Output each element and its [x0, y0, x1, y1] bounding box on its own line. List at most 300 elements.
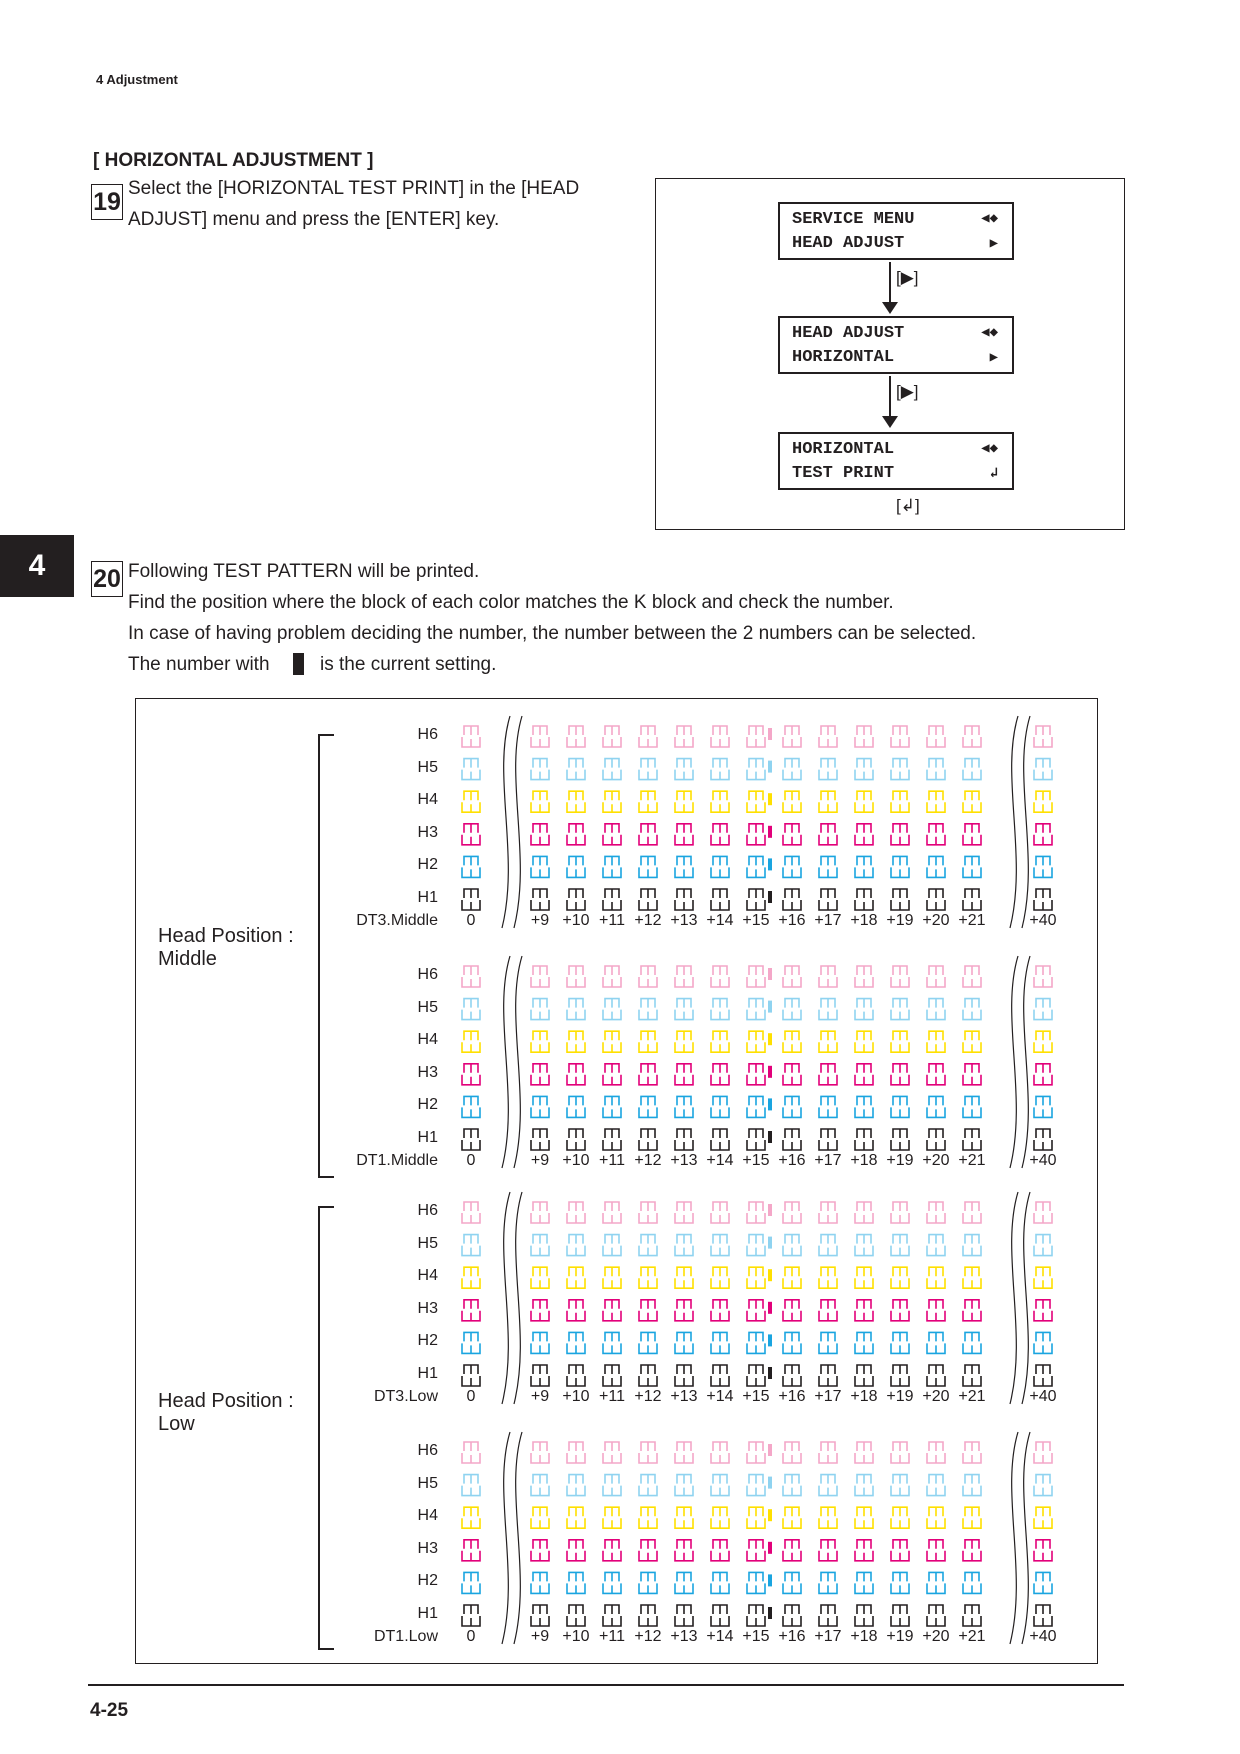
pattern-block — [675, 824, 693, 845]
pattern-block — [675, 1365, 693, 1386]
pattern-block — [927, 791, 945, 812]
break-line — [1010, 716, 1018, 928]
pattern-block — [462, 1605, 480, 1626]
pattern-block — [639, 1096, 657, 1117]
group-label: DT3.Low — [373, 1388, 438, 1405]
pattern-block — [963, 726, 981, 747]
pattern-block — [963, 1572, 981, 1593]
pattern-block — [603, 966, 621, 987]
pattern-block — [783, 824, 801, 845]
pattern-block — [603, 1064, 621, 1085]
pattern-block — [855, 1572, 873, 1593]
pattern-block — [462, 759, 480, 780]
pattern-block — [639, 759, 657, 780]
pattern-block — [783, 1572, 801, 1593]
pattern-block — [603, 1572, 621, 1593]
pattern-block — [891, 889, 909, 910]
pattern-block — [531, 1507, 549, 1528]
pattern-block — [927, 1202, 945, 1223]
pattern-block — [567, 726, 585, 747]
pattern-block — [567, 1031, 585, 1052]
current-setting-marker — [768, 1237, 772, 1249]
pattern-block — [711, 1572, 729, 1593]
pattern-block — [747, 1267, 765, 1288]
pattern-block — [711, 1202, 729, 1223]
pattern-block — [711, 759, 729, 780]
pattern-block — [639, 856, 657, 877]
pattern-block — [747, 966, 765, 987]
pattern-block — [711, 791, 729, 812]
head-row-label: H6 — [417, 726, 438, 743]
setting-number: +18 — [850, 1628, 878, 1645]
pattern-block — [675, 1300, 693, 1321]
key-label-right: [▶] — [896, 382, 919, 401]
pattern-block — [819, 791, 837, 812]
pattern-block — [819, 1129, 837, 1150]
pattern-block — [855, 791, 873, 812]
pattern-block — [567, 1300, 585, 1321]
pattern-block — [927, 889, 945, 910]
pattern-block — [1034, 791, 1052, 812]
pattern-block — [819, 856, 837, 877]
lcd-line-1: HORIZONTAL — [792, 440, 895, 459]
pattern-block — [819, 966, 837, 987]
flow-line — [889, 376, 891, 420]
break-line — [1022, 956, 1030, 1168]
setting-number: +9 — [530, 912, 550, 929]
pattern-block — [891, 1129, 909, 1150]
pattern-block — [639, 726, 657, 747]
pattern-block — [819, 1507, 837, 1528]
pattern-block — [603, 1365, 621, 1386]
current-setting-marker — [768, 1269, 772, 1281]
pattern-block — [567, 1096, 585, 1117]
pattern-block — [855, 824, 873, 845]
break-line — [1022, 716, 1030, 928]
pattern-block — [891, 1475, 909, 1496]
pattern-block — [927, 1300, 945, 1321]
pattern-block — [747, 1540, 765, 1561]
pattern-block — [855, 1365, 873, 1386]
pattern-block — [783, 1365, 801, 1386]
pattern-block — [531, 1332, 549, 1353]
pattern-block — [531, 1129, 549, 1150]
pattern-block — [1034, 1202, 1052, 1223]
setting-number: +20 — [922, 1388, 950, 1405]
pattern-block — [927, 1507, 945, 1528]
setting-number: +20 — [922, 1628, 950, 1645]
current-setting-marker — [768, 1542, 772, 1554]
pattern-block — [891, 824, 909, 845]
setting-number: +12 — [634, 1628, 662, 1645]
setting-number: +40 — [1029, 1388, 1057, 1405]
setting-number: +11 — [599, 1628, 625, 1645]
pattern-block — [855, 1202, 873, 1223]
setting-number: +15 — [742, 1388, 770, 1405]
head-row-label: H5 — [417, 1234, 438, 1252]
pattern-block — [603, 1235, 621, 1256]
pattern-block — [927, 1605, 945, 1626]
setting-number: +14 — [706, 1388, 734, 1405]
pattern-block — [891, 1365, 909, 1386]
pattern-block — [819, 759, 837, 780]
pattern-block — [1034, 966, 1052, 987]
pattern-block — [639, 1235, 657, 1256]
break-line — [502, 1192, 510, 1404]
pattern-block — [675, 1129, 693, 1150]
pattern-block — [819, 1572, 837, 1593]
scroll-icon: ◀◆ — [981, 325, 998, 341]
pattern-block — [855, 1235, 873, 1256]
pattern-block — [891, 1267, 909, 1288]
pattern-block — [855, 966, 873, 987]
current-setting-marker — [768, 1001, 772, 1013]
pattern-block — [462, 824, 480, 845]
pattern-block — [1034, 1442, 1052, 1463]
pattern-block — [783, 1031, 801, 1052]
pattern-block — [567, 1267, 585, 1288]
pattern-block — [819, 1475, 837, 1496]
pattern-block — [567, 791, 585, 812]
current-setting-marker — [768, 1033, 772, 1045]
setting-number: +21 — [958, 1628, 986, 1645]
pattern-block — [747, 726, 765, 747]
scroll-icon: ◀◆ — [981, 211, 998, 227]
pattern-block — [855, 889, 873, 910]
pattern-block — [531, 1300, 549, 1321]
pattern-block — [531, 889, 549, 910]
head-row-label: H4 — [417, 1031, 438, 1049]
setting-number: +19 — [886, 1388, 914, 1405]
pattern-block — [891, 1332, 909, 1353]
pattern-block — [711, 1540, 729, 1561]
pattern-block — [963, 1129, 981, 1150]
pattern-block — [531, 966, 549, 987]
setting-number: +15 — [742, 1628, 770, 1645]
pattern-block — [891, 1507, 909, 1528]
setting-number: +17 — [814, 912, 842, 929]
setting-number: +16 — [778, 1628, 806, 1645]
pattern-block — [927, 966, 945, 987]
pattern-block — [819, 1332, 837, 1353]
pattern-block — [819, 999, 837, 1020]
pattern-block — [603, 1442, 621, 1463]
pattern-block — [1034, 1031, 1052, 1052]
pattern-block — [963, 1031, 981, 1052]
head-row-label: H1 — [417, 1129, 438, 1146]
pattern-block — [855, 1507, 873, 1528]
pattern-block — [531, 1235, 549, 1256]
pattern-block — [819, 1202, 837, 1223]
pattern-block — [711, 1605, 729, 1626]
pattern-block — [819, 1235, 837, 1256]
pattern-block — [1034, 1540, 1052, 1561]
current-setting-marker — [768, 1607, 772, 1619]
pattern-block — [963, 791, 981, 812]
pattern-block — [963, 1442, 981, 1463]
pattern-block — [819, 1267, 837, 1288]
break-line — [1022, 1432, 1030, 1644]
pattern-block — [462, 1235, 480, 1256]
lcd-line-1: HEAD ADJUST — [792, 324, 905, 343]
pattern-block — [1034, 1267, 1052, 1288]
pattern-block — [711, 1332, 729, 1353]
pattern-block — [783, 1507, 801, 1528]
pattern-block — [531, 1064, 549, 1085]
pattern-block — [891, 1300, 909, 1321]
pattern-block — [567, 1572, 585, 1593]
pattern-block — [783, 1332, 801, 1353]
pattern-block — [1034, 824, 1052, 845]
pattern-block — [711, 999, 729, 1020]
pattern-block — [675, 1442, 693, 1463]
pattern-block — [711, 1442, 729, 1463]
pattern-block — [603, 824, 621, 845]
pattern-block — [639, 791, 657, 812]
setting-number: +20 — [922, 912, 950, 929]
pattern-block — [462, 1031, 480, 1052]
pattern-block — [855, 1267, 873, 1288]
group-label: DT3.Middle — [356, 912, 438, 929]
setting-number: +11 — [599, 1152, 625, 1169]
pattern-block — [1034, 726, 1052, 747]
pattern-block — [603, 1202, 621, 1223]
pattern-block — [927, 1064, 945, 1085]
pattern-block — [711, 1267, 729, 1288]
pattern-block — [711, 1096, 729, 1117]
pattern-block — [639, 1507, 657, 1528]
step-20-line-4b: is the current setting. — [320, 654, 497, 675]
current-setting-marker — [768, 1204, 772, 1216]
chapter-header: 4 Adjustment — [96, 72, 178, 87]
pattern-block — [891, 726, 909, 747]
pattern-block — [855, 726, 873, 747]
pattern-block — [675, 1235, 693, 1256]
head-row-label: H3 — [417, 1539, 438, 1557]
step-19-number: 19 — [91, 184, 123, 220]
pattern-block — [603, 1300, 621, 1321]
step-19-line-1: Select the [HORIZONTAL TEST PRINT] in the [HEAD — [128, 178, 580, 199]
head-row-label: H2 — [417, 1332, 438, 1350]
setting-number: +15 — [742, 912, 770, 929]
setting-number: +18 — [850, 1152, 878, 1169]
pattern-block — [963, 999, 981, 1020]
break-line — [502, 956, 510, 1168]
pattern-block — [603, 1129, 621, 1150]
pattern-block — [783, 1096, 801, 1117]
break-line — [514, 1192, 522, 1404]
pattern-block — [1034, 1129, 1052, 1150]
pattern-block — [963, 1605, 981, 1626]
pattern-block — [783, 966, 801, 987]
pattern-block — [855, 1064, 873, 1085]
pattern-block — [639, 1129, 657, 1150]
pattern-block — [747, 1332, 765, 1353]
setting-number: +9 — [530, 1628, 550, 1645]
current-setting-marker — [768, 891, 772, 903]
head-position-label: Head Position : — [158, 1390, 294, 1412]
pattern-block — [819, 1300, 837, 1321]
head-row-label: H2 — [417, 1572, 438, 1590]
step-20-line-4a: The number with — [128, 654, 270, 675]
pattern-block — [675, 1096, 693, 1117]
pattern-block — [531, 1442, 549, 1463]
pattern-block — [711, 1031, 729, 1052]
setting-number: +9 — [530, 1388, 550, 1405]
pattern-block — [927, 1267, 945, 1288]
pattern-block — [855, 1540, 873, 1561]
pattern-block — [855, 1605, 873, 1626]
pattern-block — [819, 1064, 837, 1085]
pattern-block — [603, 1031, 621, 1052]
pattern-block — [462, 889, 480, 910]
pattern-block — [639, 966, 657, 987]
pattern-block — [639, 1572, 657, 1593]
break-line — [502, 1432, 510, 1644]
pattern-block — [855, 1129, 873, 1150]
pattern-block — [711, 1365, 729, 1386]
lcd-line-2: HORIZONTAL — [792, 348, 895, 367]
pattern-block — [639, 1365, 657, 1386]
setting-number: +21 — [958, 1388, 986, 1405]
pattern-block — [639, 1605, 657, 1626]
pattern-block — [783, 1129, 801, 1150]
current-setting-marker — [768, 1098, 772, 1110]
pattern-block — [891, 1096, 909, 1117]
setting-number: +13 — [670, 1628, 698, 1645]
pattern-block — [567, 1475, 585, 1496]
pattern-block — [711, 1064, 729, 1085]
pattern-block — [1034, 1605, 1052, 1626]
pattern-block — [891, 1605, 909, 1626]
pattern-block — [531, 1267, 549, 1288]
pattern-block — [927, 1572, 945, 1593]
key-label-right: [▶] — [896, 268, 919, 287]
pattern-block — [783, 889, 801, 910]
pattern-block — [927, 1129, 945, 1150]
pattern-block — [855, 1442, 873, 1463]
pattern-block — [567, 1507, 585, 1528]
head-position-value: Low — [158, 1413, 195, 1435]
scroll-icon: ◀◆ — [981, 441, 998, 457]
pattern-block — [747, 824, 765, 845]
pattern-block — [1034, 1572, 1052, 1593]
pattern-block — [567, 1540, 585, 1561]
pattern-block — [963, 1202, 981, 1223]
pattern-block — [747, 1202, 765, 1223]
step-20-line-3: In case of having problem deciding the number, the number between the 2 numbers can be selected. — [128, 623, 977, 644]
pattern-block — [747, 1031, 765, 1052]
setting-number: +10 — [562, 1152, 590, 1169]
pattern-block — [531, 1096, 549, 1117]
pattern-block — [963, 824, 981, 845]
pattern-block — [783, 726, 801, 747]
break-line — [514, 716, 522, 928]
pattern-block — [747, 1475, 765, 1496]
setting-number: +20 — [922, 1152, 950, 1169]
pattern-block — [675, 1475, 693, 1496]
pattern-block — [711, 856, 729, 877]
pattern-block — [855, 1332, 873, 1353]
pattern-block — [675, 726, 693, 747]
setting-number: +12 — [634, 1388, 662, 1405]
current-setting-marker — [768, 858, 772, 870]
pattern-block — [675, 1332, 693, 1353]
pattern-block — [747, 791, 765, 812]
pattern-block — [819, 1096, 837, 1117]
arrow-right-icon: ▶ — [989, 236, 998, 252]
pattern-block — [963, 966, 981, 987]
pattern-block — [783, 999, 801, 1020]
setting-number: +14 — [706, 912, 734, 929]
setting-number: +16 — [778, 1152, 806, 1169]
pattern-block — [819, 1442, 837, 1463]
head-row-label: H6 — [417, 1442, 438, 1459]
pattern-block — [603, 1475, 621, 1496]
pattern-block — [963, 1332, 981, 1353]
key-label-enter: [↲] — [896, 496, 920, 515]
setting-number: +10 — [562, 912, 590, 929]
pattern-block — [531, 791, 549, 812]
pattern-block — [603, 889, 621, 910]
pattern-block — [603, 1332, 621, 1353]
pattern-block — [855, 999, 873, 1020]
pattern-block — [675, 856, 693, 877]
chapter-tab: 4 — [0, 535, 74, 597]
head-position-label: Head Position : — [158, 925, 294, 947]
pattern-block — [462, 1129, 480, 1150]
pattern-block — [531, 1540, 549, 1561]
pattern-block — [711, 966, 729, 987]
lcd-head-adjust — [778, 316, 1014, 374]
pattern-block — [462, 726, 480, 747]
pattern-block — [462, 1064, 480, 1085]
setting-number: +10 — [562, 1628, 590, 1645]
pattern-block — [855, 759, 873, 780]
pattern-block — [1034, 1235, 1052, 1256]
pattern-block — [567, 1605, 585, 1626]
pattern-block — [531, 999, 549, 1020]
setting-number: 0 — [466, 1152, 476, 1169]
arrow-down-icon — [882, 302, 898, 314]
pattern-block — [963, 889, 981, 910]
group-label: DT1.Low — [373, 1628, 438, 1645]
pattern-block — [747, 999, 765, 1020]
pattern-block — [567, 1064, 585, 1085]
pattern-block — [747, 889, 765, 910]
pattern-block — [963, 1507, 981, 1528]
head-row-label: H3 — [417, 1063, 438, 1081]
pattern-block — [531, 1202, 549, 1223]
pattern-block — [603, 726, 621, 747]
setting-number: +21 — [958, 1152, 986, 1169]
pattern-block — [639, 1202, 657, 1223]
pattern-block — [639, 1332, 657, 1353]
setting-number: +16 — [778, 912, 806, 929]
setting-number: +10 — [562, 1388, 590, 1405]
pattern-block — [567, 1332, 585, 1353]
setting-number: +18 — [850, 912, 878, 929]
pattern-block — [963, 1365, 981, 1386]
pattern-block — [1034, 1300, 1052, 1321]
pattern-block — [531, 856, 549, 877]
lcd-line-2: TEST PRINT — [792, 464, 895, 483]
pattern-block — [891, 856, 909, 877]
current-setting-marker — [768, 793, 772, 805]
setting-number: +18 — [850, 1388, 878, 1405]
pattern-block — [603, 791, 621, 812]
pattern-block — [891, 791, 909, 812]
